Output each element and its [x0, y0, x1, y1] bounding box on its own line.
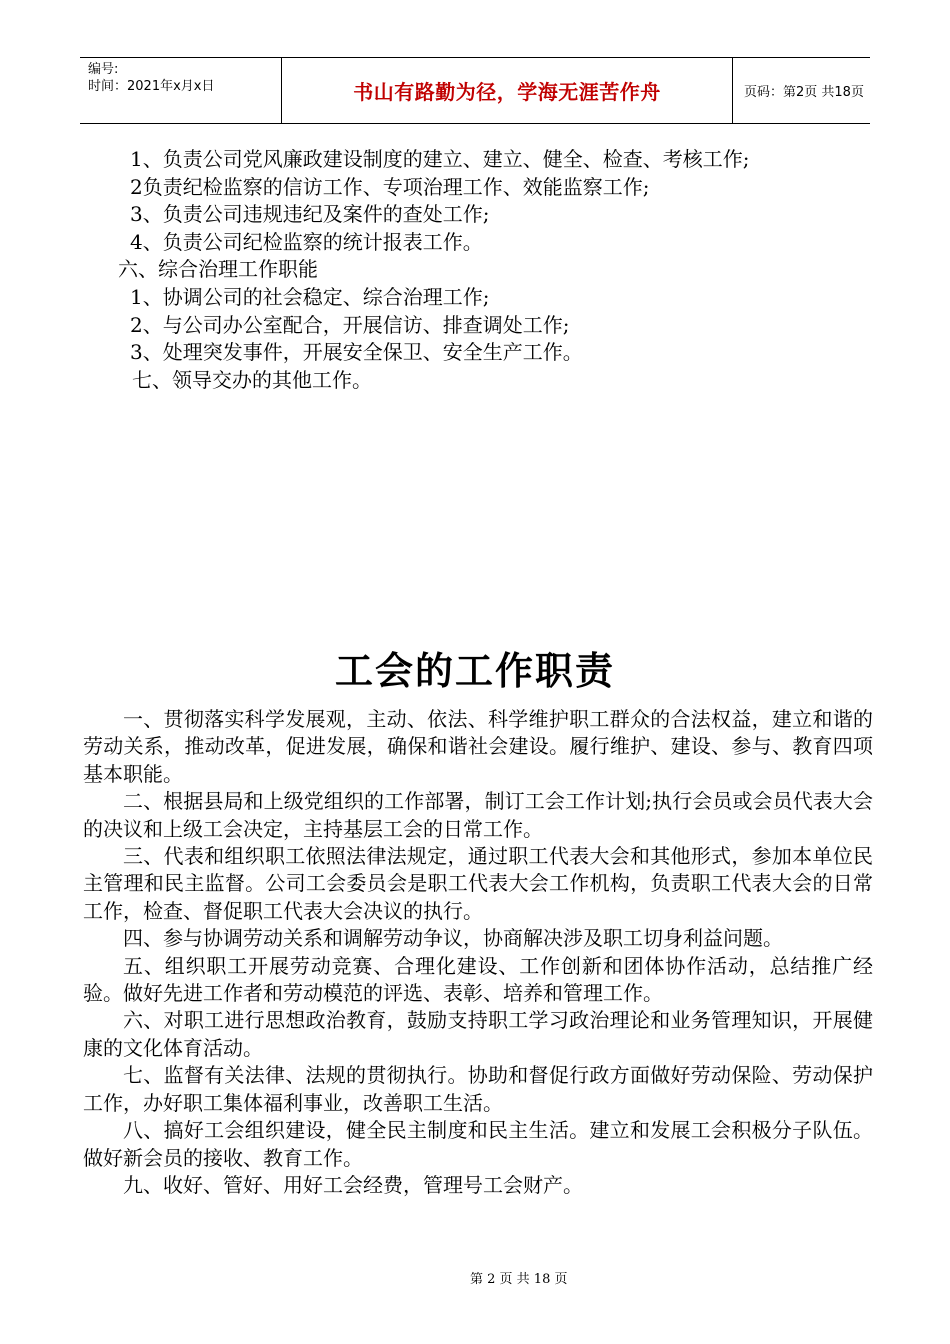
list-item: 3、负责公司违规违纪及案件的查处工作; [130, 202, 490, 227]
list-item: 2、与公司办公室配合，开展信访、排查调处工作; [130, 312, 570, 337]
page-footer: 第 2 页 共 18 页 [470, 1272, 568, 1287]
body-paragraph: 二、根据县局和上级党组织的工作部署，制订工会工作计划;执行会员或会员代表大会的决议和上级工会决定，主持基层工会的日常工作。 [83, 789, 873, 841]
header-motto-cell [281, 58, 733, 123]
body-paragraph: 五、组织职工开展劳动竞赛、合理化建设、工作创新和团体协作活动，总结推广经验。做好先进工作者和劳动模范的评选、表彰、培养和管理工作。 [83, 953, 873, 1006]
list-item: 1、负责公司党风廉政建设制度的建立、建立、健全、检查、考核工作; [130, 147, 750, 171]
list-item: 2负责纪检监察的信访工作、专项治理工作、效能监察工作; [130, 174, 650, 199]
header-page-cell [733, 58, 870, 123]
body-paragraph: 三、代表和组织职工依照法律法规定，通过职工代表大会和其他形式，参加本单位民主管理和民主监督。公司工会委员会是职工代表大会工作机构，负责职工代表大会的日常工作，检查、督促职工代表大会决议的执行。 [83, 844, 873, 923]
header-motto: 书山有路勤为径，学海无涯苦作舟 [353, 80, 661, 104]
list-item: 4、负责公司纪检监察的统计报表工作。 [130, 229, 483, 254]
header-meta-cell [80, 58, 281, 123]
header-time-label: 时间：2021年x月x日 [88, 79, 215, 94]
section-body [83, 706, 873, 1199]
list-item: 七、领导交办的其他工作。 [132, 367, 372, 392]
top-duty-list [118, 146, 749, 394]
body-paragraph: 七、监督有关法律、法规的贯彻执行。协助和督促行政方面做好劳动保险、劳动保护工作，办好职工集体福利事业，改善职工生活。 [83, 1063, 873, 1115]
list-item: 1、协调公司的社会稳定、综合治理工作; [130, 284, 490, 309]
body-paragraph: 九、收好、管好、用好工会经费，管理号工会财产。 [123, 1172, 583, 1197]
list-heading: 六、综合治理工作职能 [118, 257, 318, 282]
page-header [80, 57, 870, 124]
body-paragraph: 四、参与协调劳动关系和调解劳动争议，协商解决涉及职工切身利益问题。 [123, 926, 783, 951]
body-paragraph: 八、搞好工会组织建设，健全民主制度和民主生活。建立和发展工会积极分子队伍。做好新会员的接收、教育工作。 [83, 1118, 873, 1170]
list-item: 3、处理突发事件，开展安全保卫、安全生产工作。 [130, 340, 583, 365]
header-page-label: 页码：第2页 共18页 [744, 85, 864, 100]
body-paragraph: 一、贯彻落实科学发展观，主动、依法、科学维护职工群众的合法权益，建立和谐的劳动关系，推动改革，促进发展，确保和谐社会建设。履行维护、建设、参与、教育四项基本职能。 [83, 707, 873, 786]
header-code-label: 编号: [88, 62, 119, 77]
body-paragraph: 六、对职工进行思想政治教育，鼓励支持职工学习政治理论和业务管理知识，开展健康的文化体育活动。 [83, 1008, 873, 1060]
section-title: 工会的工作职责 [334, 649, 615, 693]
